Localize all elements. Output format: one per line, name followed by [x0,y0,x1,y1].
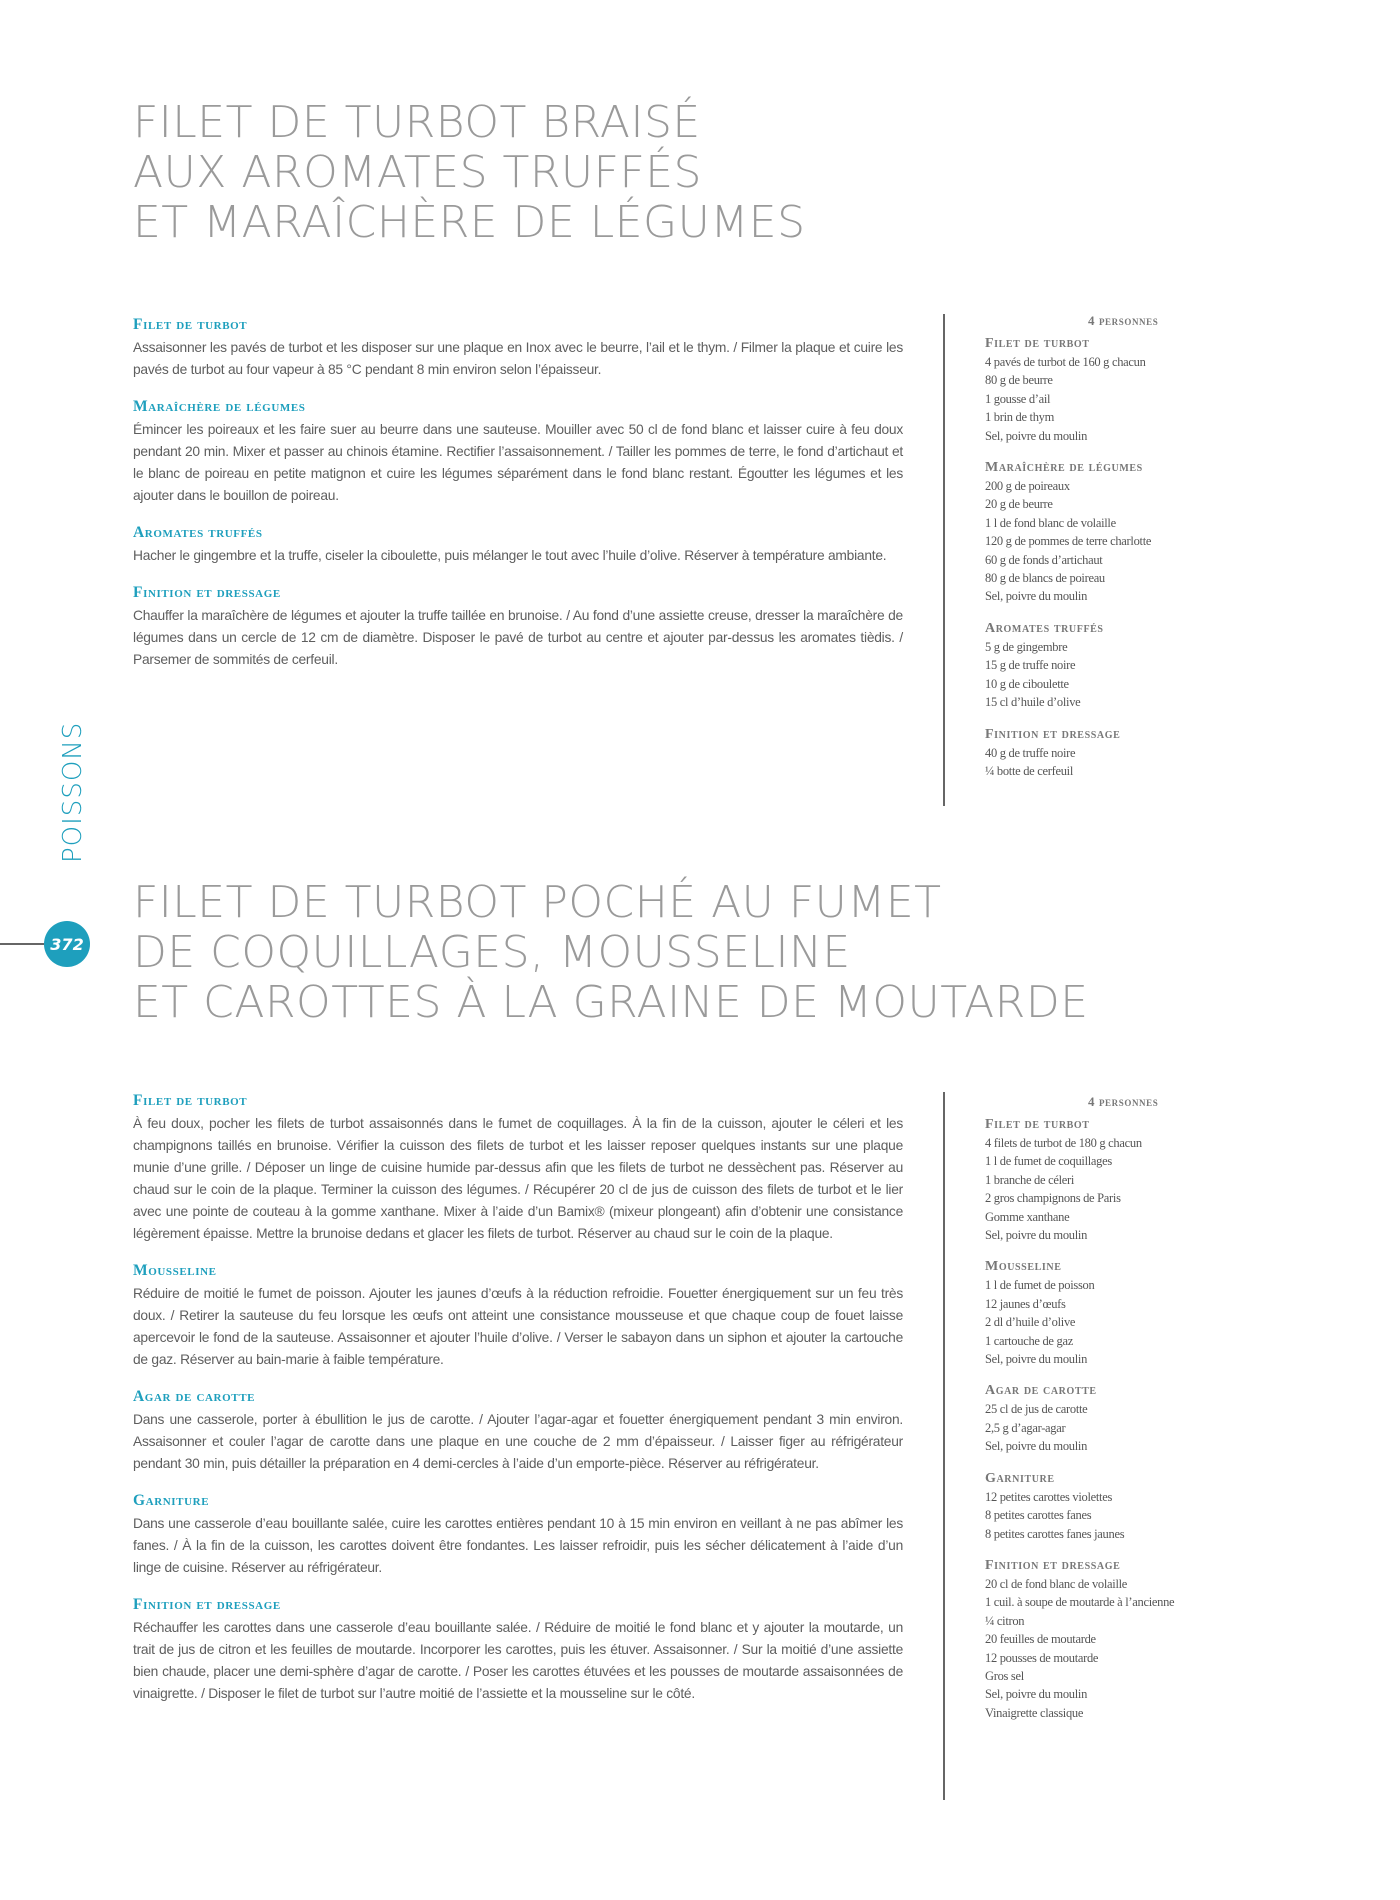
ingredient-item: 4 filets de turbot de 180 g chacun [985,1136,1142,1150]
method-section [133,316,903,381]
ingredient-heading: Finition et dressage [985,1557,1121,1573]
column-divider [943,314,945,806]
section-heading: Filet de turbot [133,316,248,333]
method-section [133,1388,903,1475]
section-heading: Garniture [133,1492,210,1509]
ingredient-group [985,1382,1245,1455]
ingredient-item: 2,5 g d’agar-agar [985,1420,1066,1435]
ingredient-item: 80 g de beurre [985,373,1053,388]
method-section [133,1092,903,1245]
ingredient-item: 25 cl de jus de carotte [985,1402,1088,1417]
ingredient-heading: Filet de turbot [985,336,1090,351]
method-section [133,584,903,671]
ingredients-column [985,313,1245,794]
page-number-badge: 372 [44,921,90,967]
ingredient-item: Sel, poivre du moulin [985,1687,1088,1702]
ingredient-item: ¼ citron [985,1613,1025,1628]
ingredient-item: 20 g de beurre [985,497,1053,512]
ingredient-group [985,1116,1245,1244]
ingredient-item: 60 g de fonds d’artichaut [985,552,1103,567]
ingredient-item: 2 gros champignons de Paris [985,1191,1121,1206]
section-text: Réchauffer les carottes dans une casserole d’eau bouillante salée. / Réduire de moitié le fond blanc et y ajouter la moutarde, un trait de jus de citron et les feuilles de moutarde. Incorporer les carottes, puis les étuver. Assaisonner. / Sur la moitié d’une assiette bien chaude, placer une demi-sphère d’agar de carotte. / Poser les carottes étuvées et les pousses de moutarde assaisonnées de vinaigrette. / Disposer le filet de turbot sur l’autre moitié de l’assiette et la mousseline sur le côté. [133,1620,903,1701]
ingredient-item: 40 g de truffe noire [985,745,1076,760]
column-divider [943,1092,945,1800]
ingredient-item: 1 l de fumet de poisson [985,1278,1095,1293]
ingredient-item: Sel, poivre du moulin [985,1352,1088,1367]
method-column [133,316,903,688]
section-heading: Agar de carotte [133,1388,256,1405]
recipe-title [133,878,1089,1028]
ingredient-item: 1 branche de céleri [985,1172,1075,1187]
ingredient-item: 20 feuilles de moutarde [985,1632,1096,1647]
ingredient-group [985,335,1245,445]
ingredient-item: 1 cuil. à soupe de moutarde à l’ancienne [985,1595,1175,1610]
title-line: ET MARAÎCHÈRE DE LÉGUMES [133,197,806,248]
section-text: À feu doux, pocher les filets de turbot assaisonnés dans le fumet de coquillages. À la fin de la cuisson, ajouter le céleri et les champignons taillés en brunoise. Vérifier la cuisson des filets de turbot et les laisser reposer quelques instants sur une plaque munie d’une grille. / Déposer un linge de cuisine humide par-dessus afin que les filets de turbot ne dessèchent pas. Réserver au chaud sur le coin de la plaque. Terminer la cuisson des légumes. / Récupérer 20 cl de jus de cuisson des filets de turbot et le lier avec une pointe de couteau à la gomme xanthane. Mixer à l’aide d’un Bamix® (mixeur plongeant) afin d’obtenir une consistance légèrement épaisse. Mettre la brunoise dedans et glacer les filets de turbot. Réserver au chaud sur le coin de la plaque. [133,1116,903,1241]
ingredient-group [985,459,1245,606]
ingredient-group [985,726,1245,781]
ingredient-item: 2 dl d’huile d’olive [985,1315,1076,1330]
ingredient-group [985,1557,1245,1722]
method-section [133,1492,903,1579]
ingredient-item: 12 petites carottes violettes [985,1489,1113,1504]
ingredient-item: 5 g de gingembre [985,639,1068,654]
section-text: Dans une casserole d’eau bouillante salée, cuire les carottes entières pendant 10 à 15 min environ en veillant à ne pas abîmer les fanes. / À la fin de la cuisson, les carottes doivent être fondantes. Les laisser refroidir, puis les sécher délicatement à l’aide d’un linge de cuisine. Réserver au réfrigérateur. [133,1516,903,1575]
method-section [133,524,903,567]
ingredient-item: 8 petites carottes fanes jaunes [985,1526,1125,1541]
method-section [133,398,903,507]
servings: 4 personnes [1088,313,1159,328]
ingredient-heading: Agar de carotte [985,1383,1097,1399]
ingredient-item: 80 g de blancs de poireau [985,571,1105,586]
chapter-label [50,721,90,865]
method-section [133,1262,903,1371]
title-line: ET CAROTTES À LA GRAINE DE MOUTARDE [133,977,1089,1028]
ingredient-item: 20 cl de fond blanc de volaille [985,1576,1128,1591]
section-heading: Finition et dressage [133,584,281,601]
ingredient-item: 4 pavés de turbot de 160 g chacun [985,355,1146,369]
ingredient-item: 12 pousses de moutarde [985,1650,1099,1665]
ingredient-item: 15 g de truffe noire [985,658,1076,673]
section-text: Assaisonner les pavés de turbot et les disposer sur une plaque en Inox avec le beurre, l’ail et le thym. / Filmer la plaque et cuire les pavés de turbot au four vapeur à 85 °C pendant 8 min environ selon l’épaisseur. [133,340,903,377]
ingredient-item: ¼ botte de cerfeuil [985,763,1074,778]
title-line: FILET DE TURBOT POCHÉ AU FUMET [133,877,942,928]
chapter-label-text: POISSONS [58,721,88,863]
ingredient-item: Sel, poivre du moulin [985,1439,1088,1454]
ingredient-heading: Filet de turbot [985,1117,1090,1132]
ingredient-item: 1 cartouche de gaz [985,1333,1073,1348]
method-column [133,1092,903,1722]
ingredient-item: 120 g de pommes de terre charlotte [985,534,1152,549]
section-heading: Mousseline [133,1262,217,1279]
ingredient-heading: Finition et dressage [985,726,1121,742]
section-text: Chauffer la maraîchère de légumes et ajouter la truffe taillée en brunoise. / Au fond d’une assiette creuse, dresser la maraîchère de légumes dans un cercle de 12 cm de diamètre. Disposer le pavé de turbot au centre et ajouter par-dessus les aromates tièdis. / Parsemer de sommités de cerfeuil. [133,608,903,667]
section-heading: Filet de turbot [133,1092,248,1109]
title-line: FILET DE TURBOT BRAISÉ [133,97,701,148]
ingredient-group [985,1470,1245,1543]
ingredient-heading: Maraîchère de légumes [985,460,1143,476]
title-line: AUX AROMATES TRUFFÉS [133,147,702,198]
ingredient-item: 15 cl d’huile d’olive [985,695,1081,710]
ingredient-item: Sel, poivre du moulin [985,589,1088,604]
section-text: Hacher le gingembre et la truffe, ciseler la ciboulette, puis mélanger le tout avec l’huile d’olive. Réserver à température ambiante. [133,548,887,563]
ingredient-item: 200 g de poireaux [985,479,1070,494]
servings: 4 personnes [1088,1094,1159,1109]
ingredient-heading: Aromates truffés [985,620,1104,636]
method-section [133,1596,903,1705]
ingredient-item: 1 l de fond blanc de volaille [985,515,1116,530]
ingredient-heading: Garniture [985,1470,1055,1486]
ingredient-item: Sel, poivre du moulin [985,428,1088,443]
ingredient-item: 1 gousse d’ail [985,391,1051,406]
section-text: Dans une casserole, porter à ébullition le jus de carotte. / Ajouter l’agar-agar et fouetter énergiquement pendant 3 min environ. Assaisonner et couler l’agar de carotte dans une plaque en une couche de 2 mm d’épaisseur. / Laisser figer au réfrigérateur pendant 30 min, puis détailler la préparation en 4 demi-cercles à l’aide d’un emporte-pièce. Réserver au réfrigérateur. [133,1412,903,1471]
ingredient-item: Vinaigrette classique [985,1705,1084,1720]
ingredient-item: 8 petites carottes fanes [985,1508,1092,1523]
ingredient-item: Sel, poivre du moulin [985,1228,1088,1243]
title-line: DE COQUILLAGES, MOUSSELINE [133,927,851,978]
section-text: Réduire de moitié le fumet de poisson. Ajouter les jaunes d’œufs à la réduction refroidie. Fouetter énergiquement sur un feu très doux. / Retirer la sauteuse du feu lorsque les œufs ont atteint une consistance mousseuse et que chaque coup de fouet laisse apercevoir le fond de la sauteuse. Assaisonner et ajouter l’huile d’olive. / Verser le sabayon dans un siphon et ajouter la cartouche de gaz. Réserver au bain-marie à faible température. [133,1286,903,1367]
ingredient-group [985,1258,1245,1368]
section-heading: Aromates truffés [133,524,263,541]
ingredient-group [985,620,1245,712]
ingredient-item: 1 brin de thym [985,410,1055,425]
ingredient-item: Gomme xanthane [985,1209,1070,1224]
ingredient-item: 12 jaunes d’œufs [985,1296,1066,1311]
ingredient-heading: Mousseline [985,1259,1062,1275]
ingredient-item: Gros sel [985,1668,1024,1683]
ingredient-item: 10 g de ciboulette [985,676,1069,691]
section-heading: Finition et dressage [133,1596,281,1613]
ingredient-item: 1 l de fumet de coquillages [985,1154,1112,1169]
ingredients-column [985,1094,1245,1736]
section-text: Émincer les poireaux et les faire suer au beurre dans une sauteuse. Mouiller avec 50 cl de fond blanc et laisser cuire à feu doux pendant 20 min. Mixer et passer au chinois étamine. Rectifier l’assaisonnement. / Tailler les pommes de terre, le fond d’artichaut et le blanc de poireau en petite matignon et cuire les légumes séparément dans le fond blanc restant. Égoutter les légumes et les ajouter dans le bouillon de poireau. [133,422,903,503]
recipe-title [133,98,806,248]
section-heading: Maraîchère de légumes [133,398,306,415]
